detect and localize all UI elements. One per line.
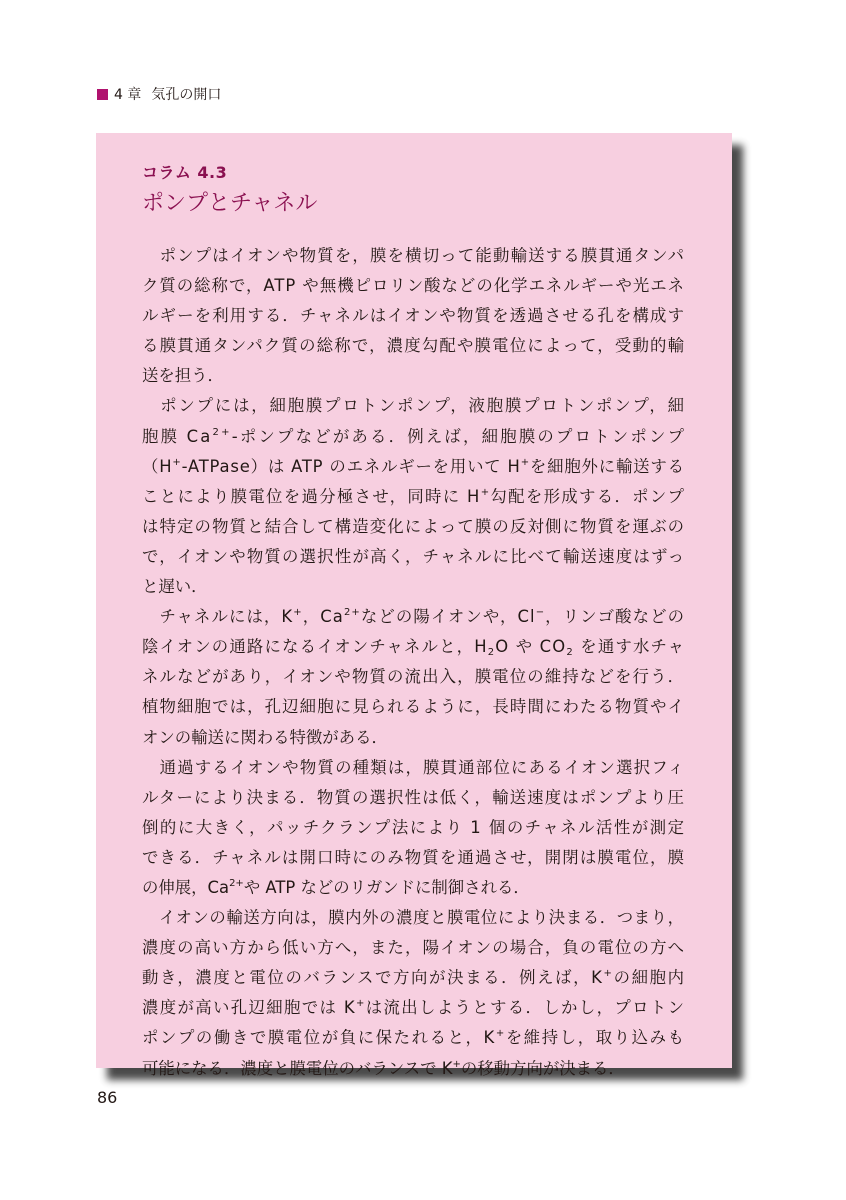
superscript: 2+ <box>229 877 244 889</box>
text-run: や ATP などのリガンドに制御される． <box>243 877 530 897</box>
text-run: を通す水チャ <box>573 637 686 657</box>
chapter-marker-icon <box>97 89 108 100</box>
text-run: ルギーを利用する．チャネルはイオンや物質を透過させる孔を構成す <box>142 306 686 326</box>
text-run: できる．チャネルは開口時にのみ物質を通過させ，開閉は膜電位，膜 <box>142 847 686 867</box>
superscript: 2+ <box>343 607 361 619</box>
text-run: の細胞内 <box>613 968 686 988</box>
text-run: 勾配を形成する．ポンプ <box>490 486 686 506</box>
body-line-text <box>142 843 685 873</box>
superscript: + <box>172 456 182 468</box>
body-line <box>142 241 684 271</box>
subscript: 2 <box>487 647 496 659</box>
body-line-text <box>142 723 388 753</box>
body-line <box>142 1023 684 1053</box>
body-line-text <box>142 753 685 783</box>
body-line <box>142 301 684 331</box>
superscript: + <box>452 1058 461 1070</box>
superscript: + <box>603 968 614 980</box>
text-run: 可能になる．濃度と膜電位のバランスで K <box>142 1058 453 1078</box>
body-line <box>142 933 684 963</box>
body-line <box>142 271 684 301</box>
superscript: 2+ <box>212 426 232 438</box>
text-run: 胞膜 Ca <box>142 426 213 446</box>
body-line <box>142 482 684 512</box>
body-line-text <box>142 873 530 903</box>
body-line-text <box>142 361 224 391</box>
text-run: 陰イオンの通路になるイオンチャネルと，H <box>142 637 488 657</box>
body-line <box>142 361 684 391</box>
superscript: + <box>495 1028 506 1040</box>
text-run: と遅い． <box>142 577 208 597</box>
text-run: 通過するイオンや物質の種類は，膜貫通部位にあるイオン選択フィ <box>142 757 686 777</box>
text-run: は特定の物質と結合して構造変化によって膜の反対側に物質を運ぶの <box>142 516 686 536</box>
text-run: ネルなどがあり，イオンや物質の流出入，膜電位の維持などを行う． <box>142 667 686 687</box>
body-line <box>142 391 684 421</box>
superscript: + <box>356 998 366 1010</box>
body-line-text <box>142 512 685 542</box>
text-run: ポンプには，細胞膜プロトンポンプ，液胞膜プロトンポンプ，細 <box>142 396 686 416</box>
body-line-text <box>142 993 685 1023</box>
body-line-text <box>142 391 686 421</box>
text-run: を維持し，取り込みも <box>505 1028 686 1048</box>
body-line-text <box>142 572 208 602</box>
body-line-text <box>142 452 685 482</box>
column-body <box>142 241 687 1084</box>
body-line <box>142 331 684 361</box>
column-label: コラム 4.3 <box>142 163 228 182</box>
text-run: ，Ca <box>302 607 344 627</box>
body-line <box>142 452 684 482</box>
body-line <box>142 813 684 843</box>
body-line-text <box>142 1054 625 1084</box>
text-run: 濃度が高い孔辺細胞では K <box>142 998 356 1018</box>
body-line <box>142 753 684 783</box>
body-line-text <box>142 422 686 452</box>
body-line-text <box>142 602 685 632</box>
text-run: は流出しようとする．しかし，プロトン <box>365 998 686 1018</box>
body-line <box>142 422 687 452</box>
body-line-text <box>142 271 685 301</box>
body-line-text <box>142 331 685 361</box>
body-line <box>142 723 684 753</box>
text-run: O や CO <box>495 637 567 657</box>
body-line-text <box>142 301 685 331</box>
body-line-text <box>142 241 685 271</box>
body-line-text <box>142 813 686 843</box>
superscript: + <box>520 456 530 468</box>
column-box <box>96 133 732 1078</box>
body-line <box>142 783 684 813</box>
column-title: ポンプとチャネル <box>142 191 318 216</box>
subscript: 2 <box>566 647 574 659</box>
text-run: （H <box>142 456 173 476</box>
text-run: イオンの輸送方向は，膜内外の濃度と膜電位により決まる．つまり， <box>142 908 685 928</box>
text-run: る膜貫通タンパク質の総称で，濃度勾配や膜電位によって，受動的輸 <box>142 336 686 356</box>
text-run: チャネルには，K <box>142 607 294 627</box>
body-line <box>142 692 684 722</box>
body-line-text <box>142 632 685 662</box>
body-line <box>142 963 684 993</box>
body-line-text <box>142 692 685 722</box>
superscript: − <box>535 607 546 619</box>
running-header <box>97 83 221 105</box>
body-line <box>142 662 684 692</box>
body-line-text <box>142 783 685 813</box>
text-run: ルターにより決まる．物質の選択性は低く，輸送速度はポンプより圧 <box>142 787 686 807</box>
text-run: で，イオンや物質の選択性が高く，チャネルに比べて輸送速度はずっ <box>142 546 686 566</box>
text-run: 倒的に大きく，パッチクランプ法により 1 個のチャネル活性が測定 <box>142 817 686 837</box>
body-line-text <box>142 963 686 993</box>
body-line-text <box>142 482 685 512</box>
body-line <box>142 512 684 542</box>
text-run: 濃度の高い方から低い方へ，また，陽イオンの場合，負の電位の方へ <box>142 938 686 958</box>
body-line <box>142 572 684 602</box>
text-run: オンの輸送に関わる特徴がある． <box>142 727 388 747</box>
body-line <box>142 873 684 903</box>
text-run: ことにより膜電位を過分極させ，同時に H <box>142 486 481 506</box>
superscript: + <box>293 607 303 619</box>
superscript: + <box>480 486 491 498</box>
text-run: -ポンプなどがある．例えば，細胞膜のプロトンポンプ <box>231 426 687 446</box>
text-run: の伸展，Ca <box>142 877 230 897</box>
chapter-title: 気孔の開口 <box>151 87 222 103</box>
body-line <box>142 993 684 1023</box>
text-run: 植物細胞では，孔辺細胞に見られるように，長時間にわたる物質やイ <box>142 697 686 717</box>
text-run: 送を担う． <box>142 366 224 386</box>
body-line <box>142 632 684 662</box>
text-run: の移動方向が決まる． <box>460 1058 625 1078</box>
text-run: 動き，濃度と電位のバランスで方向が決まる．例えば，K <box>142 968 604 988</box>
body-line-text <box>142 933 685 963</box>
body-line <box>142 1054 684 1084</box>
text-run: ポンプはイオンや物質を，膜を横切って能動輸送する膜貫通タンパ <box>142 246 686 265</box>
body-line-text <box>142 1023 686 1053</box>
body-line <box>142 602 684 632</box>
text-run: を細胞外に輸送する <box>529 456 685 476</box>
text-run: ポンプの働きで膜電位が負に保たれると，K <box>142 1028 496 1048</box>
text-run: などの陽イオンや，Cl <box>360 607 536 627</box>
body-line <box>142 843 684 873</box>
body-line-text <box>142 903 685 933</box>
text-run: ，リンゴ酸などの <box>545 607 686 627</box>
text-run: -ATPase）は ATP のエネルギーを用いて H <box>181 456 521 476</box>
body-line-text <box>142 542 685 572</box>
text-run: ク質の総称で，ATP や無機ピロリン酸などの化学エネルギーや光エネ <box>142 276 685 296</box>
body-line <box>142 903 684 933</box>
page-number: 86 <box>97 1088 118 1107</box>
body-line-text <box>142 662 685 692</box>
chapter-number: 4 章 <box>114 87 142 103</box>
body-line <box>142 542 684 572</box>
